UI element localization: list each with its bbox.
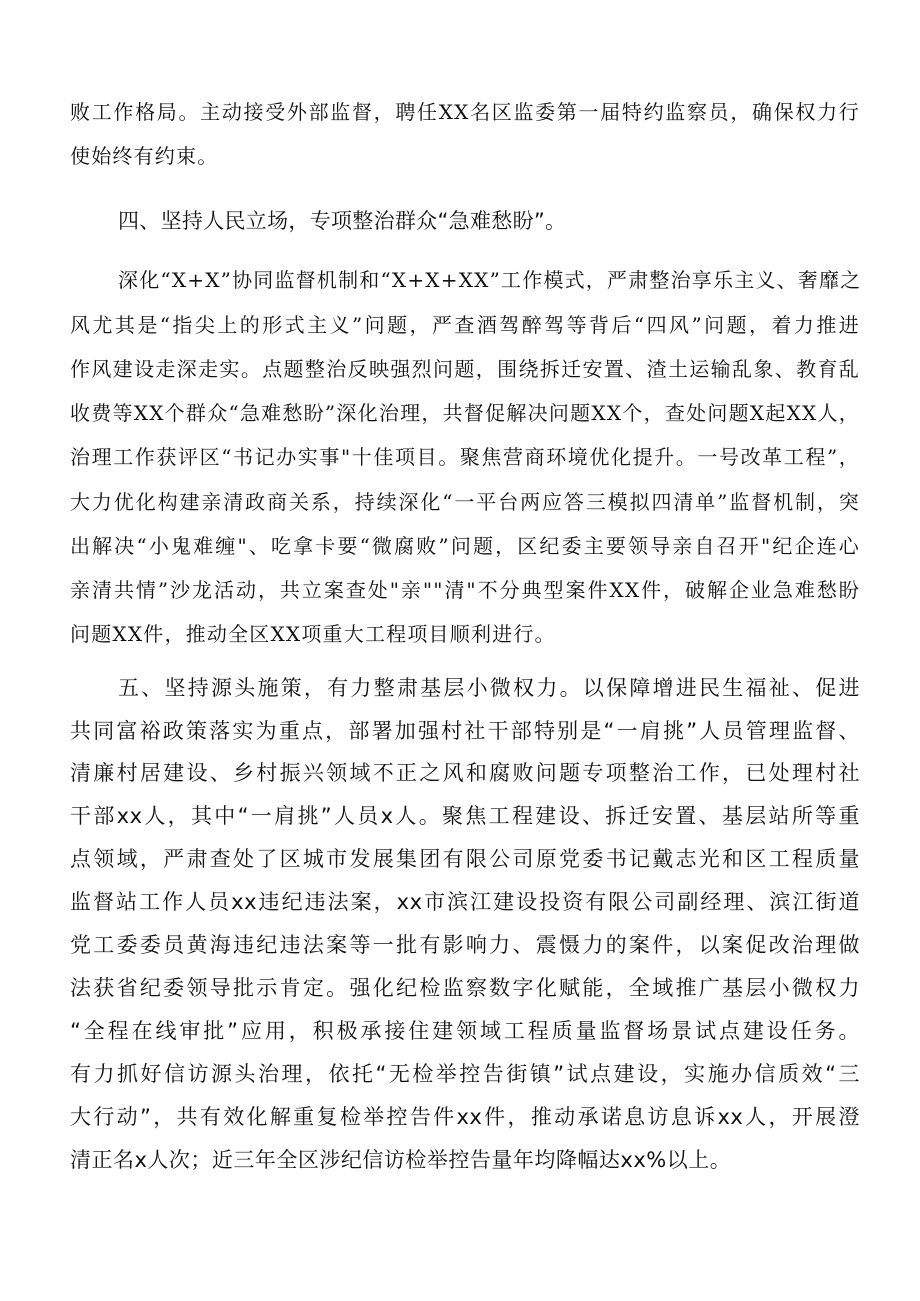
section4-line-3: 作风建设走深走实。点题整治反映强烈问题，围绕拆迁安置、渣土运输乱象、教育乱 <box>70 357 860 381</box>
section4-line-7: 出解决“小鬼难缠"、吃拿卡要“微腐败”问题，区纪委主要领导亲自召开"纪企连心 <box>70 534 860 558</box>
section4-line-1: 深化“X+X”协同监督机制和“X+X+XX”工作模式，严肃整治享乐主义、奢靡之 <box>118 268 862 292</box>
section5-line-12: 清正名x人次；近三年全区涉纪信访检举控告量年均降幅达xx%以上。 <box>70 1148 732 1172</box>
section5-line-3: 清廉村居建设、乡村振兴领域不正之风和腐败问题专项整治工作，已处理村社 <box>70 761 860 785</box>
section5-line-8: 法获省纪委领导批示肯定。强化纪检监察数字化赋能，全域推广基层小微权力 <box>70 976 860 1000</box>
section4-line-9: 问题XX件，推动全区XX项重大工程项目顺利进行。 <box>70 622 556 646</box>
section5-line-10: 有力抓好信访源头治理，依托“无检举控告街镇”试点建设，实施办信质效“三 <box>70 1062 860 1086</box>
section5-line-5: 点领域，严肃查处了区城市发展集团有限公司原党委书记戴志光和区工程质量 <box>70 847 860 871</box>
section5-line-6: 监督站工作人员xx违纪违法案，xx市滨江建设投资有限公司副经理、滨江街道 <box>70 890 860 914</box>
section4-line-8: 亲清共情”沙龙活动，共立案查处"亲""清"不分典型案件XX件，破解企业急难愁盼 <box>70 578 860 602</box>
section5-line-7: 党工委委员黄海违纪违法案等一批有影响力、震慑力的案件，以案促改治理做 <box>70 933 860 957</box>
section5-line-11: 大行动”，共有效化解重复检举控告件xx件，推动承诺息访息诉xx人，开展澄 <box>70 1105 860 1129</box>
section4-heading: 四、坚持人民立场，专项整治群众“急难愁盼”。 <box>118 209 567 233</box>
section4-line-2: 风尤其是“指尖上的形式主义”问题，严查酒驾醉驾等背后“四风”问题，着力推进 <box>70 313 860 337</box>
section4-line-6: 大力优化构建亲清政商关系，持续深化“一平台两应答三模拟四清单”监督机制，突 <box>70 490 860 514</box>
para3-line-2: 使始终有约束。 <box>70 144 219 168</box>
section5-line-9: “全程在线审批”应用，积极承接住建领域工程质量监督场景试点建设任务。 <box>70 1019 860 1043</box>
section4-line-4: 收费等XX个群众“急难愁盼”深化治理，共督促解决问题XX个，查处问题X起XX人， <box>70 401 860 425</box>
para3-line-1: 败工作格局。主动接受外部监督，聘任XX名区监委第一届特约监察员，确保权力行 <box>70 100 860 124</box>
section5-line-2: 共同富裕政策落实为重点，部署加强村社干部特别是“一肩挑”人员管理监督、 <box>70 719 860 743</box>
section5-line-1: 五、坚持源头施策，有力整肃基层小微权力。以保障增进民生福祉、促进 <box>118 676 860 700</box>
section4-line-5: 治理工作获评区“书记办实事"十佳项目。聚焦营商环境优化提升。一号改革工程”， <box>70 445 860 469</box>
section5-line-4: 干部xx人，其中“一肩挑”人员x人。聚焦工程建设、拆迁安置、基层站所等重 <box>70 804 860 828</box>
